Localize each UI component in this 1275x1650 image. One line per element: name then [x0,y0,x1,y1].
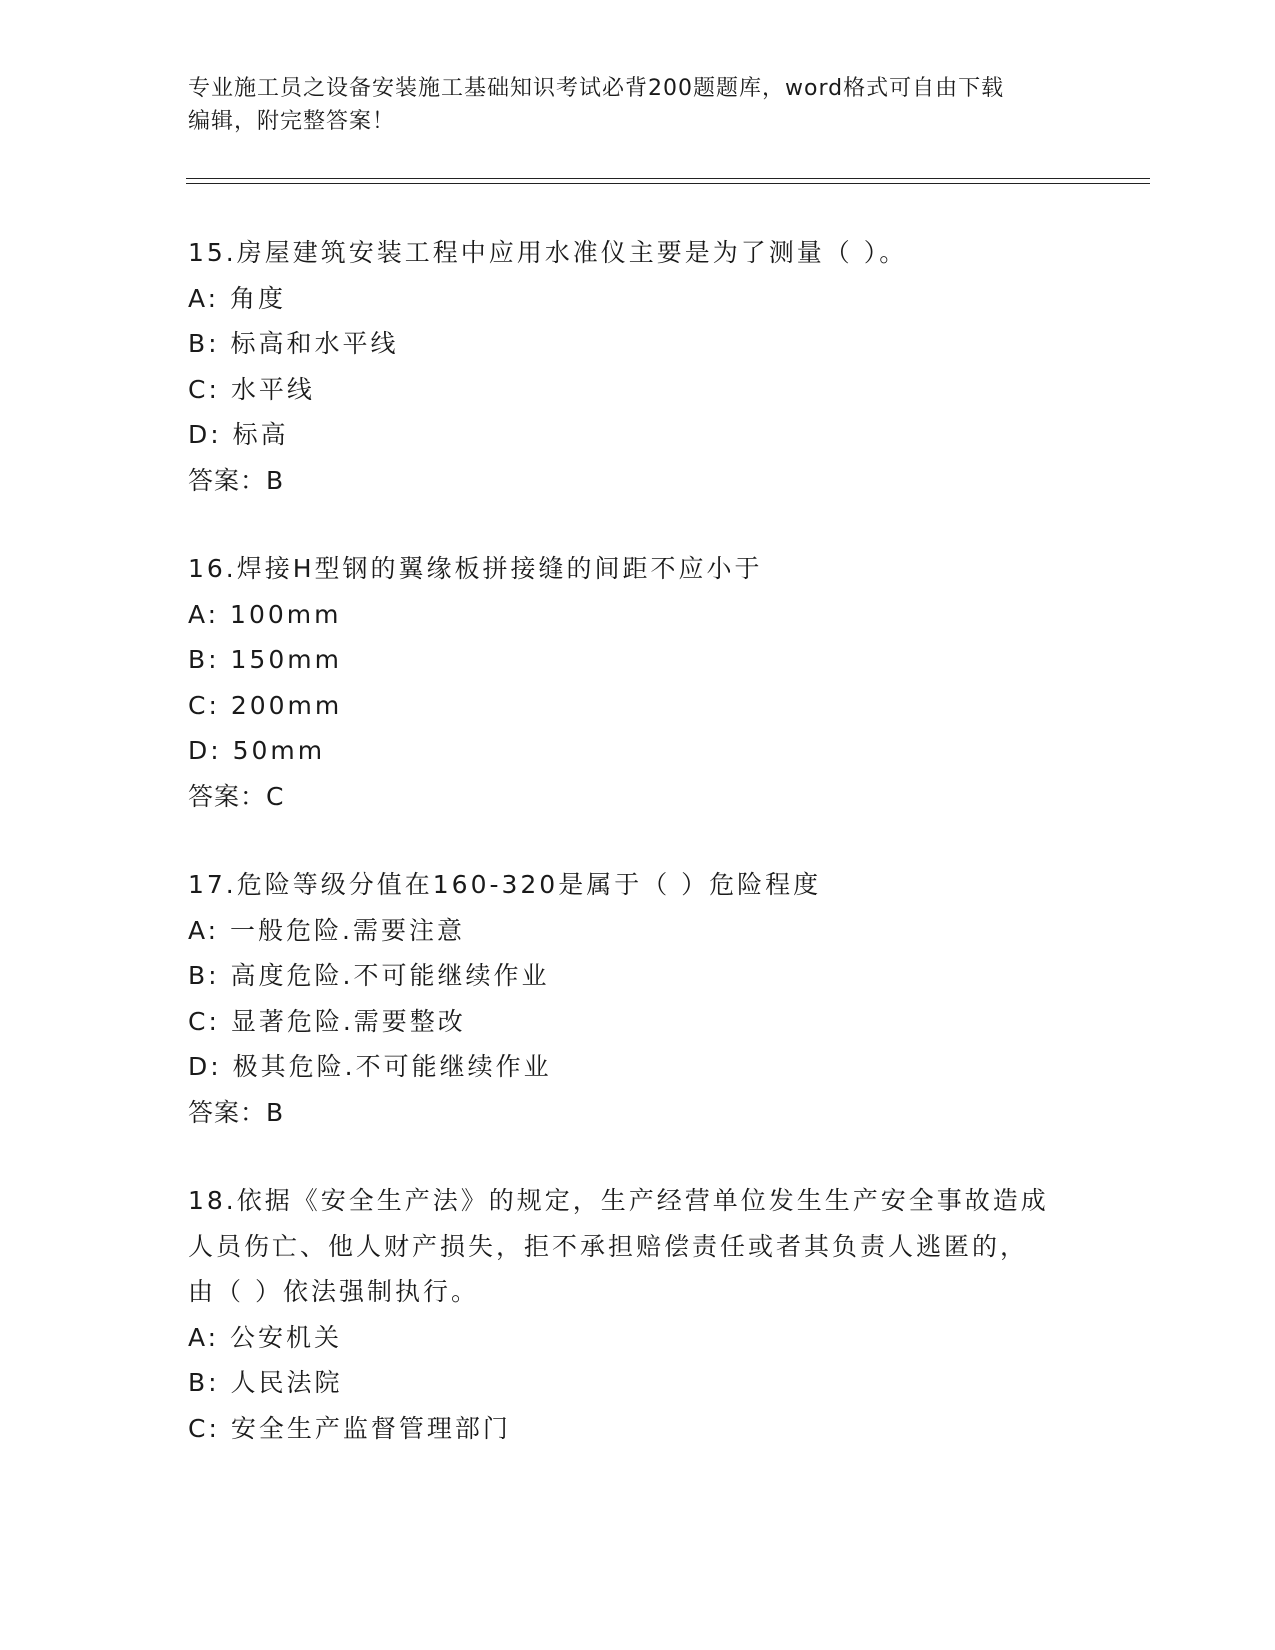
question-stem-line-2: 人员伤亡、他人财产损失，拒不承担赔偿责任或者其负责人逃匿的， [188,1231,1029,1261]
option-d: D: 50mm [188,736,326,765]
option-c: C: 显著危险.需要整改 [188,1006,466,1036]
answer: 答案：C [188,781,285,811]
question-stem: 17.危险等级分值在160-320是属于（ ）危险程度 [188,870,822,899]
option-a: A: 一般危险.需要注意 [188,915,465,945]
option-c: C: 200mm [188,690,343,720]
header-line-2: 编辑，附完整答案！ [188,109,396,134]
option-c: C: 安全生产监督管理部门 [188,1413,511,1443]
option-b: B: 150mm [188,645,342,674]
document-header [188,72,1088,138]
question-18 [188,1178,1049,1451]
question-15 [188,230,907,503]
header-divider-bottom [186,183,1150,184]
question-stem-line-3: 由（ ）依法强制执行。 [188,1277,479,1306]
answer: 答案：B [188,465,285,495]
option-a: A: 100mm [188,599,342,629]
question-17 [188,862,821,1135]
option-b: B: 人民法院 [188,1368,343,1397]
answer: 答案：B [188,1097,285,1127]
option-c: C: 水平线 [188,374,315,404]
question-stem: 16.焊接H型钢的翼缘板拼接缝的间距不应小于 [188,554,763,583]
header-divider-top [186,178,1150,179]
option-a: A: 公安机关 [188,1322,343,1352]
question-stem-line-1: 18.依据《安全生产法》的规定，生产经营单位发生生产安全事故造成 [188,1186,1049,1215]
header-line-1: 专业施工员之设备安装施工基础知识考试必背200题题库，word格式可自由下载 [188,76,1005,101]
option-b: B: 高度危险.不可能继续作业 [188,961,550,990]
option-d: D: 极其危险.不可能继续作业 [188,1052,552,1081]
option-a: A: 角度 [188,283,287,313]
option-b: B: 标高和水平线 [188,329,399,358]
question-16 [188,546,763,819]
option-d: D: 标高 [188,420,289,449]
question-stem: 15.房屋建筑安装工程中应用水准仪主要是为了测量（ ）。 [188,238,908,267]
